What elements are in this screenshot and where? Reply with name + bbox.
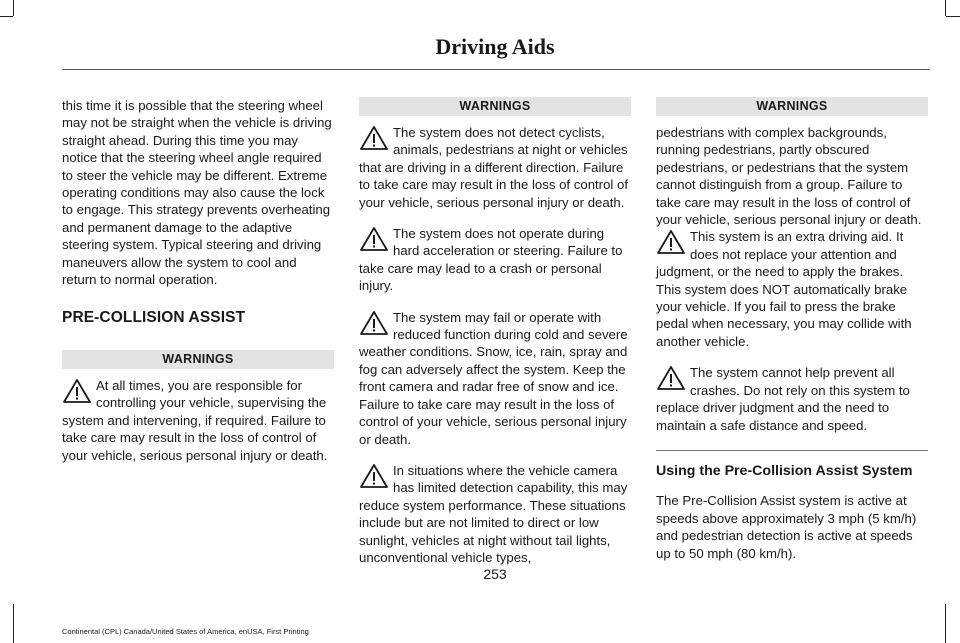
footer-text: Continental (CPL) Canada/United States of America, enUSA, First Printing (62, 627, 309, 636)
page-title: Driving Aids (435, 34, 555, 59)
crop-mark (13, 604, 14, 643)
warning-text: In situations where the vehicle camera has limited detection capability, this may reduce system performance. These situations include but are not limited to direct or low sunlight, vehicles at night without tail lights, unconventional vehicle types, (359, 462, 628, 565)
warning-triangle-icon (62, 378, 92, 404)
subsection-divider (656, 450, 928, 451)
warning-triangle-icon (359, 463, 389, 489)
warning-item (656, 364, 928, 434)
warning-item (62, 377, 334, 464)
crop-mark (13, 0, 14, 16)
column-3 (656, 97, 928, 562)
column-1 (62, 97, 334, 478)
warnings-banner: WARNINGS (656, 97, 928, 116)
warning-text: The system cannot help prevent all crashes. Do not rely on this system to replace driver judgment and the need to maintain a safe distance and speed. (656, 365, 910, 433)
column-2 (359, 97, 631, 580)
warning-text: The system does not operate during hard acceleration or steering. Failure to take care may lead to a crash or personal injury. (359, 226, 623, 294)
warning-text: This system is an extra driving aid. It does not replace your attention and judgment, or the need to apply the brakes. This system does NOT automatically brake your vehicle. If you fail to press the brake pedal when necessary, you may collide with another vehicle. (656, 229, 912, 349)
warning-triangle-icon (359, 226, 389, 252)
warning-continued-text: pedestrians with complex backgrounds, running pedestrians, partly obscured pedestrians, or pedestrians that the system cannot distinguish from a group. Failure to take care may result in the loss of control of your vehicle, serious personal injury or death. (656, 125, 922, 228)
crop-mark (0, 16, 13, 17)
warning-triangle-icon (359, 125, 389, 151)
warnings-banner: WARNINGS (359, 97, 631, 116)
warning-item (359, 309, 631, 448)
section-heading: PRE-COLLISION ASSIST (62, 309, 246, 327)
warning-text: The system may fail or operate with reduced function during cold and severe weather conditions. Snow, ice, rain, spray and fog can adversely affect the system. Keep the front camera and radar free of snow and ice. Failure to take care may result in the loss of control of your vehicle, serious personal injury or death. (359, 309, 628, 447)
warning-item (359, 225, 631, 295)
warning-triangle-icon (656, 229, 686, 255)
warning-item (359, 124, 631, 211)
warning-triangle-icon (656, 365, 686, 391)
warning-text: The system does not detect cyclists, animals, pedestrians at night or vehicles that are driving in a different direction. Failure to take care may result in the loss of control of your vehicle, serious personal injury or death. (359, 125, 629, 210)
subsection-heading: Using the Pre-Collision Assist System (656, 462, 913, 479)
header-divider (62, 69, 930, 70)
page-number: 253 (483, 566, 507, 582)
body-paragraph: The Pre-Collision Assist system is active at speeds above approximately 3 mph (5 km/h) and pedestrian detection is active at speeds up to 50 mph (80 km/h). (656, 493, 917, 561)
warning-item (359, 462, 631, 566)
crop-mark (945, 604, 946, 643)
crop-mark (945, 0, 946, 16)
warning-text: At all times, you are responsible for controlling your vehicle, supervising the system and intervening, if required. Failure to take care may result in the loss of control of your vehicle, serious personal injury or death. (62, 377, 328, 463)
crop-mark (946, 16, 960, 17)
warning-triangle-icon (359, 310, 389, 336)
warning-item (656, 228, 928, 350)
warnings-banner: WARNINGS (62, 350, 334, 369)
intro-paragraph: this time it is possible that the steering wheel may not be straight when the vehicle is driving straight ahead. During this time you may notice that the steering wheel angle required to steer the vehicle may be different. Extreme operating conditions may also cause the lock to engage. This strategy prevents overheating and permanent damage to the adaptive steering system. Typical steering and driving maneuvers allow the system to cool and return to normal operation. (62, 98, 332, 288)
